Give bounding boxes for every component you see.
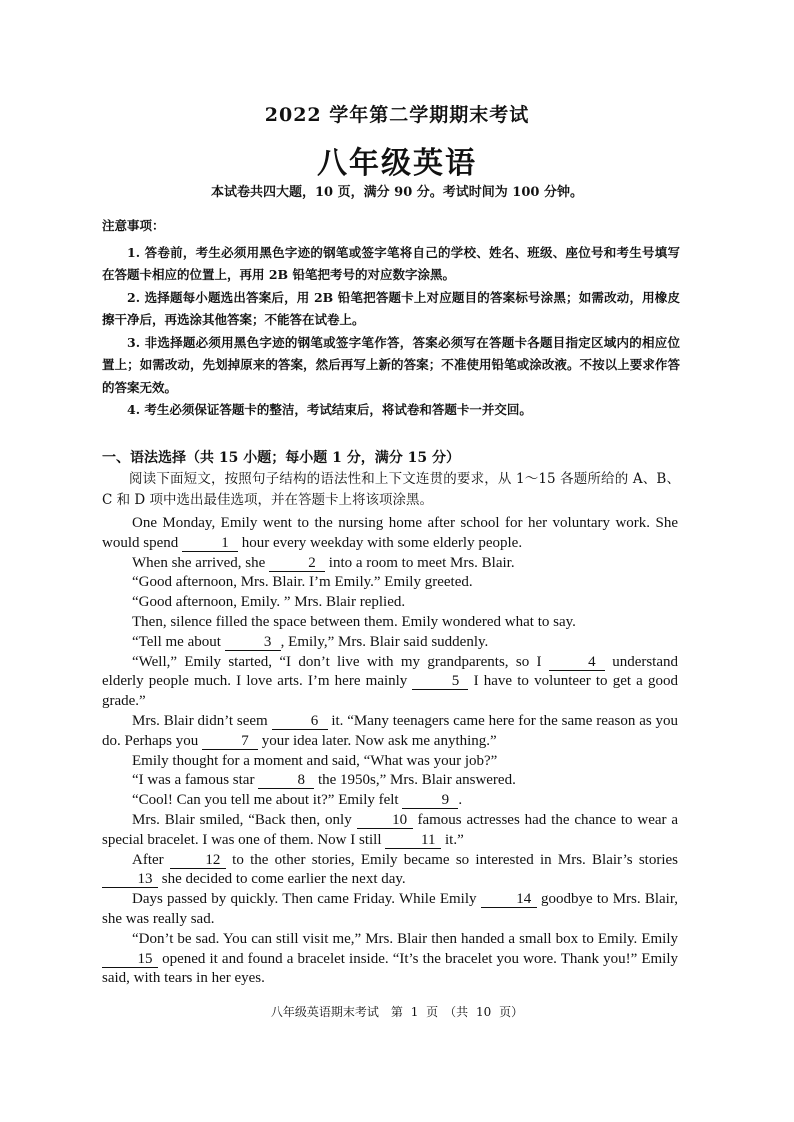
story-paragraph xyxy=(102,712,678,752)
answer-blank-14: 14 xyxy=(481,892,537,908)
answer-blank-5: 5 xyxy=(412,674,468,690)
story-paragraph: “Good afternoon, Mrs. Blair. I’m Emily.” Emily greeted. xyxy=(132,574,473,591)
story-text: , Emily,” Mrs. Blair said suddenly. xyxy=(280,633,489,650)
answer-blank-10: 10 xyxy=(357,813,413,829)
story-text: Mrs. Blair didn’t seem xyxy=(132,712,268,729)
story-text: she decided to come earlier the next day. xyxy=(161,871,406,888)
exam-subtitle: 本试卷共四大题，10 页，满分 90 分。考试时间为 100 分钟。 xyxy=(211,185,583,200)
story-paragraph: Then, silence filled the space between them. Emily wondered what to say. xyxy=(132,613,576,630)
answer-blank-3: 3 xyxy=(225,635,281,651)
story-text: “Cool! Can you tell me about it?” Emily felt xyxy=(132,792,399,809)
answer-blank-8: 8 xyxy=(258,773,314,789)
story-text: “Well,” Emily started, “I don’t live with my grandparents, so I xyxy=(132,653,542,670)
notice-heading: 注意事项： xyxy=(102,218,165,233)
story-passage xyxy=(102,514,678,989)
answer-blank-15: 15 xyxy=(102,952,158,968)
answer-blank-4: 4 xyxy=(549,655,605,671)
answer-blank-2: 2 xyxy=(269,556,325,572)
answer-blank-7: 7 xyxy=(202,734,258,750)
story-text: Mrs. Blair smiled, “Back then, only xyxy=(132,811,352,828)
section-instruction: 阅读下面短文，按照句子结构的语法性和上下文连贯的要求，从 1～15 各题所给的 A、B、C 和 D 项中选出最佳选项，并在答题卡上将该项涂黑。 xyxy=(102,471,680,508)
answer-blank-6: 6 xyxy=(272,714,328,730)
story-paragraph xyxy=(102,554,678,574)
subject-title: 八年级英语 xyxy=(317,146,477,181)
exam-title: 2022 学年第二学期期末考试 xyxy=(264,104,530,126)
story-text: famous actresses had the chance to wear a special bracelet. I was one of them. Now I still xyxy=(102,811,679,848)
story-text: “I was a famous star xyxy=(132,772,255,789)
story-text: “Tell me about xyxy=(132,633,221,650)
page-footer: 八年级英语期末考试 第 1 页 （共 10 页） xyxy=(270,1005,524,1019)
story-paragraph xyxy=(102,514,678,554)
story-text: understand elderly people much. I love arts. I’m here mainly xyxy=(102,653,679,690)
story-text: it.” xyxy=(445,831,464,848)
story-text: I have to volunteer to get a good grade.” xyxy=(102,673,678,710)
story-paragraph xyxy=(102,890,678,930)
story-paragraph xyxy=(102,851,678,891)
answer-blank-9: 9 xyxy=(402,793,458,809)
story-text: your idea later. Now ask me anything.” xyxy=(261,732,497,749)
section-heading: 一、语法选择（共 15 小题；每小题 1 分，满分 15 分） xyxy=(102,450,460,466)
story-text: When she arrived, she xyxy=(132,554,266,571)
story-text: opened it and found a bracelet inside. “It’s the bracelet you wore. Thank you!” Emily said, with tears in her eyes. xyxy=(102,950,679,987)
story-text: Days passed by quickly. Then came Friday. While Emily xyxy=(132,891,477,908)
story-paragraph xyxy=(102,811,678,851)
story-paragraph xyxy=(102,791,678,811)
answer-blank-12: 12 xyxy=(170,853,226,869)
story-text: the 1950s,” Mrs. Blair answered. xyxy=(317,772,516,789)
answer-blank-13: 13 xyxy=(102,872,158,888)
notice-item: 3. 非选择题必须用黑色字迹的钢笔或签字笔作答，答案必须写在答题卡各题目指定区域内的相应位置上；如需改动，先划掉原来的答案，然后再写上新的答案；不准使用铅笔或涂改液。不按以上要求作答的答案无效。 xyxy=(102,334,680,395)
story-paragraph xyxy=(102,930,678,989)
story-paragraph: Emily thought for a moment and said, “What was your job?” xyxy=(132,752,498,769)
story-text: goodbye to Mrs. Blair, she was really sad. xyxy=(102,891,678,927)
notice-block xyxy=(102,215,680,422)
story-text: . xyxy=(458,792,463,809)
section-one xyxy=(102,448,680,511)
story-text: into a room to meet Mrs. Blair. xyxy=(328,554,515,571)
story-text: After xyxy=(132,851,164,868)
answer-blank-1: 1 xyxy=(182,536,238,552)
story-paragraph: “Good afternoon, Emily. ” Mrs. Blair replied. xyxy=(132,594,406,611)
story-text: hour every weekday with some elderly people. xyxy=(241,534,523,551)
story-paragraph xyxy=(102,653,678,712)
answer-blank-11: 11 xyxy=(385,833,441,849)
notice-item: 1. 答卷前，考生必须用黑色字迹的钢笔或签字笔将自己的学校、姓名、班级、座位号和考生号填写在答题卡相应的位置上，再用 2B 铅笔把考号的对应数字涂黑。 xyxy=(102,244,680,282)
story-text: “Don’t be sad. You can still visit me,” Mrs. Blair then handed a small box to Emily. Emily xyxy=(132,930,678,947)
story-text: One Monday, Emily went to the nursing home after school for her voluntary work. She would spend xyxy=(102,515,678,551)
story-text: it. “Many teenagers came here for the same reason as you do. Perhaps you xyxy=(102,712,679,749)
story-text: to the other stories, Emily became so interested in Mrs. Blair’s stories xyxy=(232,851,679,868)
story-paragraph xyxy=(102,633,678,653)
notice-item: 4. 考生必须保证答题卡的整洁，考试结束后，将试卷和答题卡一并交回。 xyxy=(127,402,532,417)
notice-item: 2. 选择题每小题选出答案后，用 2B 铅笔把答题卡上对应题目的答案标号涂黑；如需改动，用橡皮擦干净后，再选涂其他答案；不能答在试卷上。 xyxy=(102,289,680,327)
story-paragraph xyxy=(102,771,678,791)
